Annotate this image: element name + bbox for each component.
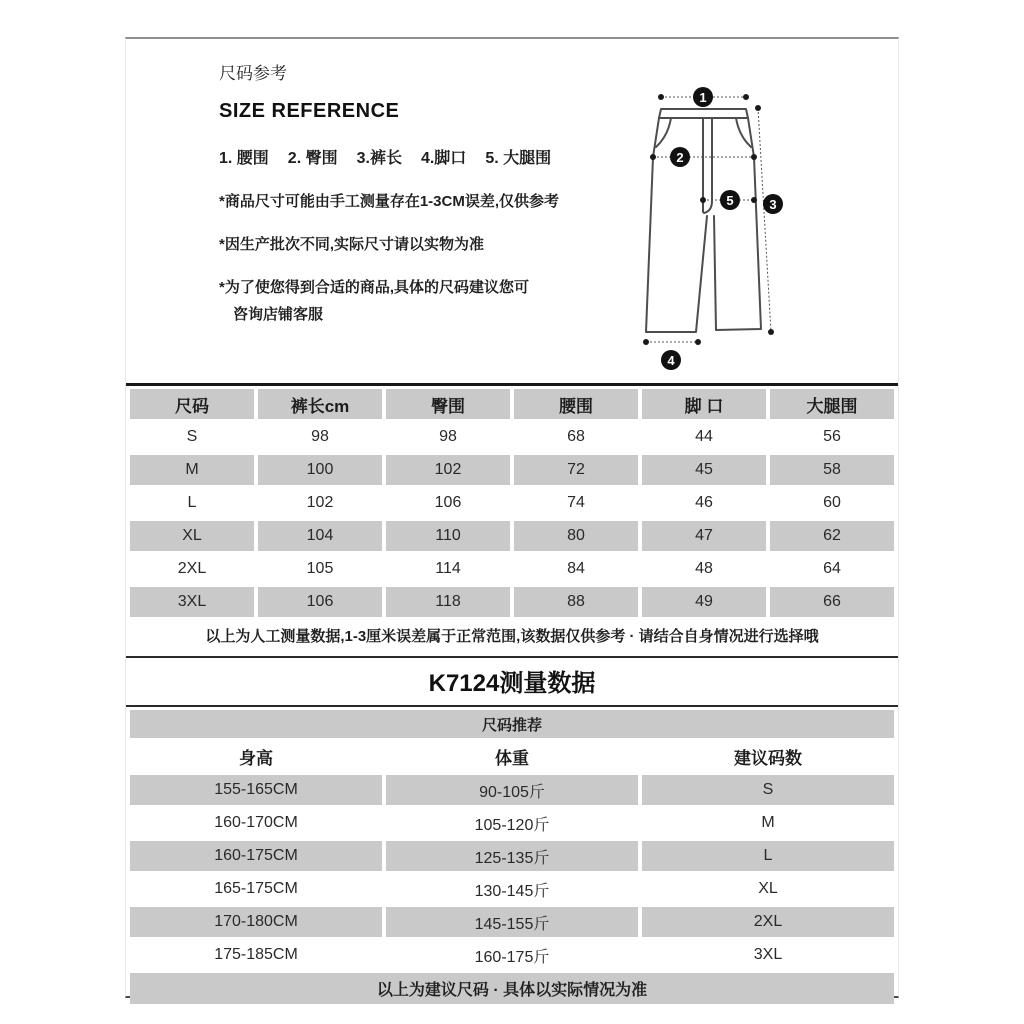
- table-cell: 80: [514, 521, 638, 551]
- recommend-subtitle-row: [130, 710, 894, 738]
- table-cell: M: [130, 455, 254, 485]
- table-cell: 3XL: [642, 940, 894, 970]
- page-title-cn: 尺码参考: [219, 64, 287, 83]
- recommend-row-xl: [130, 874, 894, 904]
- table-cell: 88: [514, 587, 638, 617]
- table-cell: 84: [514, 554, 638, 584]
- recommend-header-weight: 体重: [386, 741, 638, 772]
- table-cell: L: [130, 488, 254, 518]
- size-table-header-size: 尺码: [130, 389, 254, 419]
- header-section: [126, 39, 898, 383]
- table-cell: 104: [258, 521, 382, 551]
- table-cell: 114: [386, 554, 510, 584]
- table-cell: 106: [258, 587, 382, 617]
- page-title-en: SIZE REFERENCE: [219, 100, 400, 122]
- recommend-row-2xl: [130, 907, 894, 937]
- table-cell: 155-165CM: [130, 775, 382, 805]
- table-cell: 2XL: [130, 554, 254, 584]
- recommend-header-size: 建议码数: [642, 741, 894, 772]
- table-cell: 110: [386, 521, 510, 551]
- product-measure-title: K7124测量数据: [126, 656, 898, 707]
- size-table-row-m: [130, 455, 894, 485]
- size-table-header-thigh: 大腿围: [770, 389, 894, 419]
- disclaimer-note-2: *因生产批次不同,实际尺寸请以实物为准: [219, 236, 485, 253]
- pants-outline: [646, 109, 761, 332]
- table-cell: 56: [770, 422, 894, 452]
- legend-item-hem: 4.脚口: [420, 150, 467, 167]
- marker-3-label: 3: [769, 197, 777, 212]
- size-table-header-row: [130, 389, 894, 419]
- table-cell: XL: [130, 521, 254, 551]
- table-cell: 145-155斤: [386, 907, 638, 937]
- table-cell: 102: [258, 488, 382, 518]
- size-table-row-l: [130, 488, 894, 518]
- marker-5-label: 5: [726, 193, 734, 208]
- legend-item-waist: 1. 腰围: [219, 150, 269, 167]
- table-cell: S: [130, 422, 254, 452]
- size-table-header-length: 裤长cm: [258, 389, 382, 419]
- table-cell: 170-180CM: [130, 907, 382, 937]
- recommend-row-s: [130, 775, 894, 805]
- table-cell: 44: [642, 422, 766, 452]
- table-cell: 98: [258, 422, 382, 452]
- legend-item-thigh: 5. 大腿围: [485, 150, 552, 167]
- marker-2-label: 2: [676, 150, 684, 165]
- recommend-header-height: 身高: [130, 741, 382, 772]
- table-cell: 62: [770, 521, 894, 551]
- table-cell: 66: [770, 587, 894, 617]
- marker-4-label: 4: [667, 353, 675, 368]
- size-table-row-2xl: [130, 554, 894, 584]
- table-cell: 47: [642, 521, 766, 551]
- measurement-legend: [219, 145, 619, 168]
- size-table-row-3xl: [130, 587, 894, 617]
- disclaimer-note-1: *商品尺寸可能由手工测量存在1-3CM误差,仅供参考: [219, 193, 560, 210]
- table-cell: 68: [514, 422, 638, 452]
- size-table-row-xl: [130, 521, 894, 551]
- recommend-note-row: [130, 973, 894, 1004]
- table-cell: 49: [642, 587, 766, 617]
- header-text-column: [219, 59, 619, 324]
- table-cell: 45: [642, 455, 766, 485]
- table-cell: 130-145斤: [386, 874, 638, 904]
- size-table-header-waist: 腰围: [514, 389, 638, 419]
- table-cell: 160-175斤: [386, 940, 638, 970]
- table-cell: 48: [642, 554, 766, 584]
- table-cell: 175-185CM: [130, 940, 382, 970]
- table-cell: 90-105斤: [386, 775, 638, 805]
- size-table-note: 以上为人工测量数据,1-3厘米误差属于正常范围,该数据仅供参考 · 请结合自身情况进行选择哦: [130, 620, 894, 651]
- legend-item-hip: 2. 臀围: [287, 150, 338, 167]
- table-cell: 105-120斤: [386, 808, 638, 838]
- table-cell: 74: [514, 488, 638, 518]
- table-cell: 72: [514, 455, 638, 485]
- table-cell: 2XL: [642, 907, 894, 937]
- size-table-header-hem: 脚 口: [642, 389, 766, 419]
- table-cell: 58: [770, 455, 894, 485]
- recommend-row-m: [130, 808, 894, 838]
- table-cell: L: [642, 841, 894, 871]
- table-cell: 118: [386, 587, 510, 617]
- table-cell: XL: [642, 874, 894, 904]
- recommend-row-l: [130, 841, 894, 871]
- recommend-header-row: [130, 741, 894, 772]
- size-chart-card: [125, 37, 899, 998]
- measurement-lines: [643, 94, 777, 345]
- pants-diagram: [631, 79, 801, 379]
- marker-1-label: 1: [699, 90, 707, 105]
- table-cell: M: [642, 808, 894, 838]
- disclaimer-note-3-cont: 咨询店铺客服: [233, 306, 324, 323]
- legend-item-length: 3.裤长: [356, 150, 402, 167]
- table-cell: S: [642, 775, 894, 805]
- size-table-header-hip: 臀围: [386, 389, 510, 419]
- table-cell: 165-175CM: [130, 874, 382, 904]
- table-cell: 105: [258, 554, 382, 584]
- pants-diagram-svg: [631, 79, 801, 379]
- size-recommend-subtitle: 尺码推荐: [130, 710, 894, 738]
- size-table: [126, 383, 898, 654]
- table-cell: 64: [770, 554, 894, 584]
- disclaimer-note-3: *为了使您得到合适的商品,具体的尺码建议您可: [219, 279, 530, 296]
- table-cell: 160-170CM: [130, 808, 382, 838]
- table-cell: 125-135斤: [386, 841, 638, 871]
- recommend-row-3xl: [130, 940, 894, 970]
- table-cell: 100: [258, 455, 382, 485]
- table-cell: 98: [386, 422, 510, 452]
- recommend-note: 以上为建议尺码 · 具体以实际情况为准: [130, 973, 894, 1004]
- table-cell: 160-175CM: [130, 841, 382, 871]
- recommend-table: [126, 707, 898, 1007]
- table-cell: 102: [386, 455, 510, 485]
- size-table-note-row: [130, 620, 894, 651]
- size-table-row-s: [130, 422, 894, 452]
- table-cell: 46: [642, 488, 766, 518]
- table-cell: 106: [386, 488, 510, 518]
- table-cell: 60: [770, 488, 894, 518]
- table-cell: 3XL: [130, 587, 254, 617]
